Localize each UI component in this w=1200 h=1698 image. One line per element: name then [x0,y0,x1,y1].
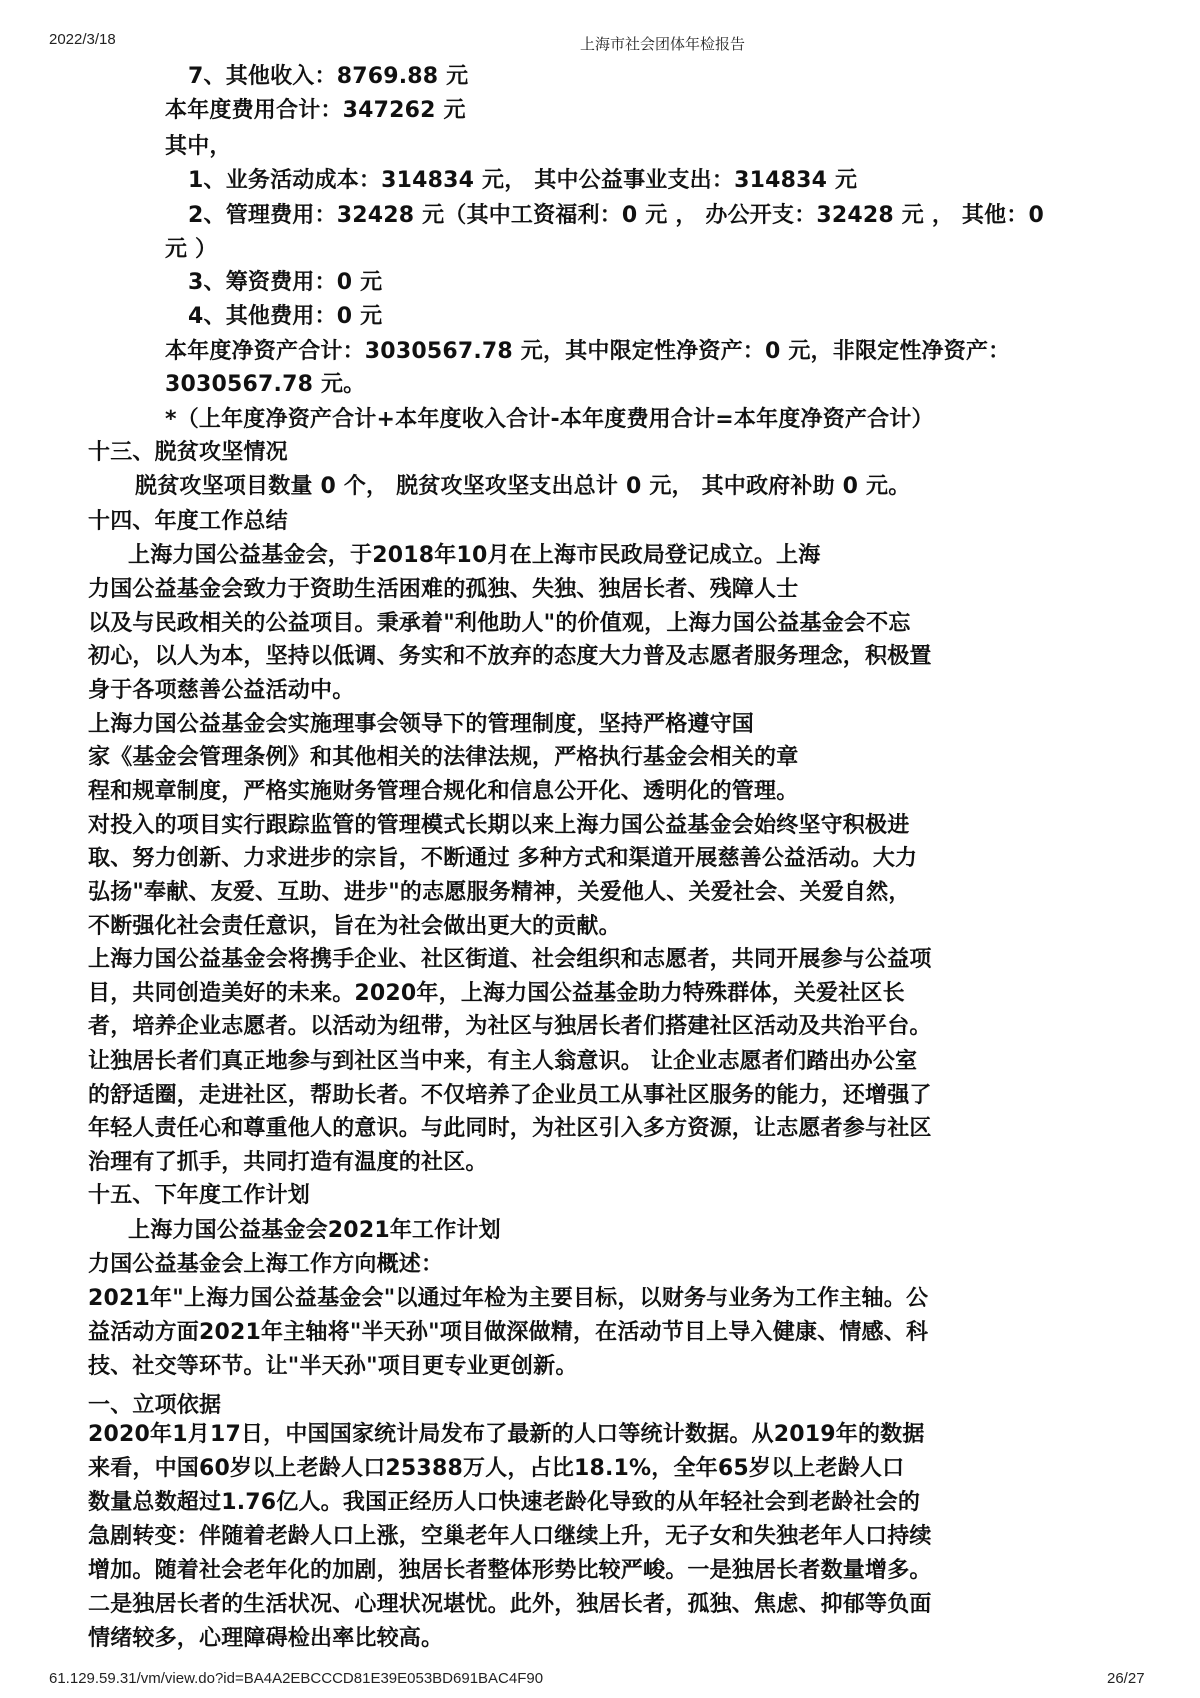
body-line: 3、筹资费用：0 元 [188,270,383,295]
body-line: 治理有了抓手，共同打造有温度的社区。 [88,1150,488,1175]
body-line: 其中， [165,134,232,159]
body-line: 2021年"上海力国公益基金会"以通过年检为主要目标，以财务与业务为工作主轴。公 [88,1286,929,1311]
body-line: 来看，中国60岁以上老龄人口25388万人，占比18.1%，全年65岁以上老龄人口 [88,1456,905,1481]
body-line: 十三、脱贫攻坚情况 [88,440,288,465]
body-line: 身于各项慈善公益活动中。 [88,678,355,703]
body-line: 力国公益基金会致力于资助生活困难的孤独、失独、独居长者、残障人士 [88,577,799,602]
body-line: 对投入的项目实行跟踪监管的管理模式长期以来上海力国公益基金会始终坚守积极进 [88,813,910,838]
body-line: 情绪较多，心理障碍检出率比较高。 [88,1626,444,1651]
body-line: 取、努力创新、力求进步的宗旨，不断通过 多种方式和渠道开展慈善公益活动。大力 [88,846,918,871]
page-url: 61.129.59.31/vm/view.do?id=BA4A2EBCCCD81E39E053BD691BAC4F90 [49,1670,544,1687]
body-line: *（上年度净资产合计+本年度收入合计-本年度费用合计=本年度净资产合计） [165,407,934,432]
body-line: 数量总数超过1.76亿人。我国正经历人口快速老龄化导致的从年轻社会到老龄社会的 [88,1490,921,1515]
body-line: 3030567.78 元。 [165,372,366,397]
body-line: 7、其他收入：8769.88 元 [188,64,469,89]
body-line: 2020年1月17日，中国国家统计局发布了最新的人口等统计数据。从2019年的数据 [88,1422,925,1447]
body-line: 的舒适圈，走进社区，帮助长者。不仅培养了企业员工从事社区服务的能力，还增强了 [88,1083,932,1108]
body-line: 十四、年度工作总结 [88,509,288,534]
body-line: 年轻人责任心和尊重他人的意识。与此同时，为社区引入多方资源，让志愿者参与社区 [88,1116,932,1141]
body-line: 上海力国公益基金会2021年工作计划 [128,1218,501,1243]
document-title: 上海市社会团体年检报告 [580,36,746,53]
page-number: 26/27 [1107,1670,1145,1687]
body-line: 一、立项依据 [88,1393,222,1418]
body-line: 益活动方面2021年主轴将"半天孙"项目做深做精，在活动节目上导入健康、情感、科 [88,1320,929,1345]
body-line: 初心，以人为本，坚持以低调、务实和不放弃的态度大力普及志愿者服务理念，积极置 [88,644,932,669]
body-line: 增加。随着社会老年化的加剧，独居长者整体形势比较严峻。一是独居长者数量增多。 [88,1558,932,1583]
body-line: 者，培养企业志愿者。以活动为纽带，为社区与独居长者们搭建社区活动及共治平台。 [88,1014,932,1039]
body-line: 力国公益基金会上海工作方向概述： [88,1252,444,1277]
body-line: 目，共同创造美好的未来。2020年，上海力国公益基金助力特殊群体，关爱社区长 [88,981,905,1006]
body-line: 本年度费用合计：347262 元 [165,98,466,123]
body-line: 本年度净资产合计：3030567.78 元，其中限定性净资产：0 元，非限定性净资产： [165,339,1011,364]
body-line: 让独居长者们真正地参与到社区当中来，有主人翁意识。 让企业志愿者们踏出办公室 [88,1049,918,1074]
body-line: 脱贫攻坚项目数量 0 个， 脱贫攻坚攻坚支出总计 0 元， 其中政府补助 0 元。 [135,474,911,499]
body-line: 弘扬"奉献、友爱、互助、进步"的志愿服务精神，关爱他人、关爱社会、关爱自然， [88,880,911,905]
body-line: 以及与民政相关的公益项目。秉承着"利他助人"的价值观，上海力国公益基金会不忘 [88,611,911,636]
body-line: 2、管理费用：32428 元（其中工资福利：0 元 ， 办公开支：32428 元 ， 其他：0 [188,203,1045,228]
body-line: 元 ） [165,237,218,262]
body-line: 上海力国公益基金会，于2018年10月在上海市民政局登记成立。上海 [128,543,821,568]
body-line: 家《基金会管理条例》和其他相关的法律法规，严格执行基金会相关的章 [88,745,799,770]
body-line: 1、业务活动成本：314834 元， 其中公益事业支出：314834 元 [188,168,858,193]
body-line: 不断强化社会责任意识，旨在为社会做出更大的贡献。 [88,914,621,939]
body-line: 上海力国公益基金会将携手企业、社区街道、社会组织和志愿者，共同开展参与公益项 [88,947,932,972]
body-line: 程和规章制度，严格实施财务管理合规化和信息公开化、透明化的管理。 [88,779,799,804]
body-line: 上海力国公益基金会实施理事会领导下的管理制度，坚持严格遵守国 [88,712,755,737]
body-line: 4、其他费用：0 元 [188,304,383,329]
body-line: 急剧转变：伴随着老龄人口上涨，空巢老年人口继续上升，无子女和失独老年人口持续 [88,1524,932,1549]
body-line: 十五、下年度工作计划 [88,1183,311,1208]
body-line: 二是独居长者的生活状况、心理状况堪忧。此外，独居长者，孤独、焦虑、抑郁等负面 [88,1592,932,1617]
print-date: 2022/3/18 [49,31,116,48]
body-line: 技、社交等环节。让"半天孙"项目更专业更创新。 [88,1354,578,1379]
